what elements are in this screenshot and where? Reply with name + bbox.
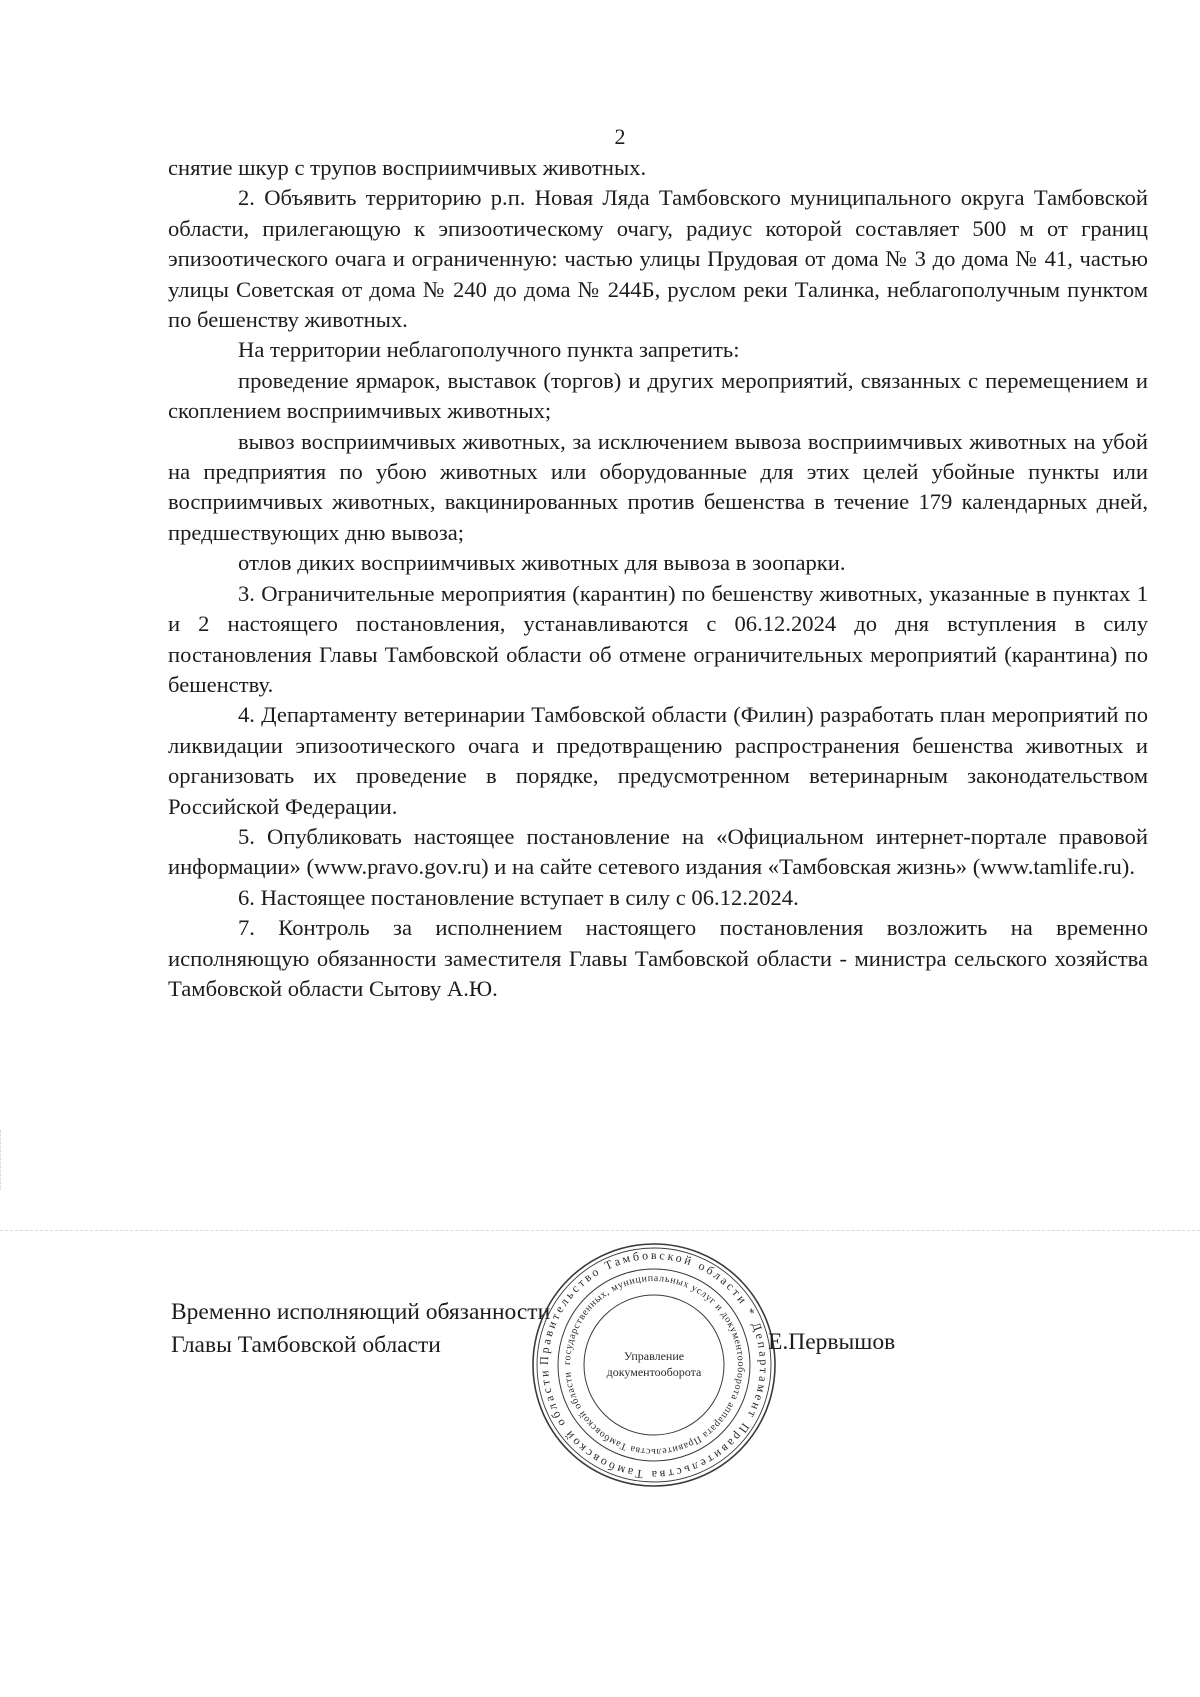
paragraph: 6. Настоящее постановление вступает в силу с 06.12.2024. bbox=[238, 884, 799, 910]
signer-title-line-1: Временно исполняющий обязанности bbox=[171, 1299, 551, 1325]
paragraph: проведение ярмарок, выставок (торгов) и других мероприятий, связанных с перемещением и скоплением восприимчивых животных; bbox=[168, 367, 1148, 424]
seal-inner-ring-path: государственных, муниципальных услуг и документооборота аппарата Правительства Тамбовской области bbox=[561, 1272, 747, 1458]
signature-block bbox=[171, 1296, 550, 1362]
paragraph: 3. Ограничительные мероприятия (карантин) по бешенству животных, указанные в пунктах 1 и 2 настоящего постановления, устанавливаются с 06.12.2024 до дня вступления в силу постановления Главы Тамбовской области об отмене ограничительных мероприятий (карантина) по бешенству. bbox=[168, 580, 1148, 697]
scan-edge-mark bbox=[0, 1130, 3, 1190]
page-number: 2 bbox=[614, 124, 626, 149]
paragraph: снятие шкур с трупов восприимчивых животных. bbox=[168, 155, 647, 180]
paragraph: На территории неблагополучного пункта запретить: bbox=[238, 337, 740, 363]
seal-outer-ring-path: Правительство Тамбовской области * Департамент Правительства Тамбовской области bbox=[536, 1247, 772, 1483]
scan-fold-line bbox=[0, 1230, 1200, 1231]
paragraph: вывоз восприимчивых животных, за исключением вывоза восприимчивых животных на убой на предприятия по убою животных или оборудованные для этих целей убойные пункты или восприимчивых животных, вакцинированных против бешенства в течение 179 календарных дней, предшествующих дню вывоза; bbox=[168, 428, 1148, 545]
paragraph: отлов диких восприимчивых животных для вывоза в зоопарки. bbox=[238, 550, 846, 576]
signer-name: Е.Первышов bbox=[768, 1329, 896, 1355]
seal-graphic bbox=[529, 1240, 779, 1490]
paragraph: 4. Департаменту ветеринарии Тамбовской области (Филин) разработать план мероприятий по ликвидации эпизоотического очага и предотвращению распространения бешенства животных и организовать их проведение в порядке, предусмотренном ветеринарным законодательством Российской Федерации. bbox=[168, 702, 1148, 819]
signer-title-line-2: Главы Тамбовской области bbox=[171, 1332, 441, 1358]
paragraph: 2. Объявить территорию р.п. Новая Ляда Тамбовского муниципального округа Тамбовской области, прилегающую к эпизоотическому очагу, радиус которой составляет 500 м от границ эпизоотического очага и ограниченную: частью улицы Прудовая от дома № 3 до дома № 41, частью улицы Советская от дома № 240 до дома № 244Б, руслом реки Талинка, неблагополучным пунктом по бешенству животных. bbox=[168, 185, 1148, 333]
document-body bbox=[168, 153, 1148, 1004]
paragraph: 5. Опубликовать настоящее постановление на «Официальном интернет-портале правовой информации» (www.pravo.gov.ru) и на сайте сетевого издания «Тамбовская жизнь» (www.tamlife.ru). bbox=[168, 823, 1148, 880]
official-seal-stamp bbox=[529, 1240, 779, 1490]
seal-center-line-2: документооборота bbox=[606, 1365, 702, 1379]
seal-center-line-1: Управление bbox=[623, 1349, 685, 1363]
paragraph: 7. Контроль за исполнением настоящего постановления возложить на временно исполняющую обязанности заместителя Главы Тамбовской области - министра сельского хозяйства Тамбовской области Сытову А.Ю. bbox=[168, 915, 1148, 1001]
